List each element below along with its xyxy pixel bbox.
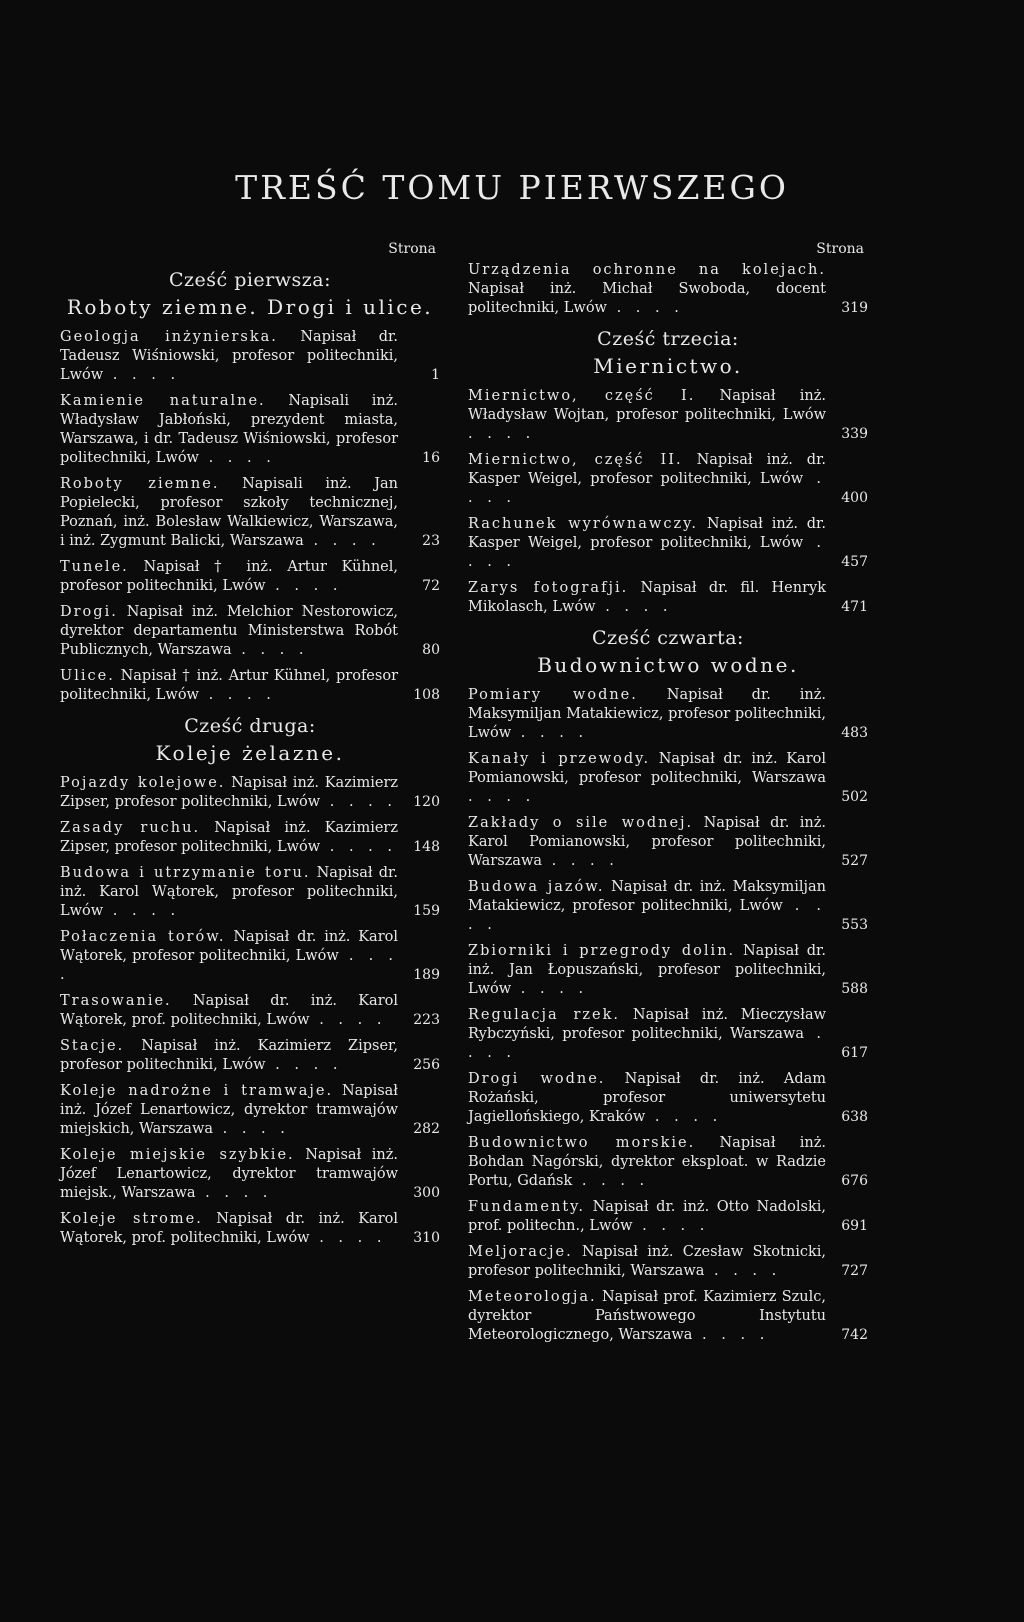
toc-entry-topic: Rachunek wyrównawczy. [468, 516, 698, 532]
toc-entry [468, 1006, 868, 1063]
toc-entry-topic: Połaczenia torów. [60, 929, 226, 945]
toc-entry-topic: Zarys fotografji. [468, 580, 629, 596]
toc-entry-topic: Regulacja rzek. [468, 1007, 621, 1023]
toc-entry [60, 774, 440, 812]
toc-entry-topic: Tunele. [60, 559, 129, 575]
toc-entry-author: Napisał inż. dr. Kasper Weigel, profesor politechniki, Lwów [468, 516, 827, 551]
toc-entry [60, 392, 440, 468]
toc-entry-page: 553 [841, 917, 868, 933]
toc-entry-page: 16 [422, 450, 440, 466]
toc-entry [468, 814, 868, 871]
toc-entry-author: Napisał inż. Kazimierz Zipser, profesor politechniki, Lwów [60, 820, 398, 855]
toc-entry-text [60, 667, 406, 705]
toc-entry [60, 1146, 440, 1203]
toc-entry-topic: Pomiary wodne. [468, 687, 638, 703]
toc-entry-author: Napisał † inż. Artur Kühnel, profesor politechniki, Lwów [60, 559, 398, 594]
toc-entry-text [60, 1146, 406, 1203]
toc-entry-topic: Ulice. [60, 668, 115, 684]
toc-entry-author: Napisali inż. Władysław Jabłoński, prezydent miasta, Warszawa, i dr. Tadeusz Wiśniowski, profesor politechniki, Lwów [60, 393, 398, 466]
toc-entry-topic: Roboty ziemne. [60, 476, 220, 492]
toc-entry [468, 750, 868, 807]
toc-entry [60, 864, 440, 921]
toc-entry-page: 483 [841, 725, 868, 741]
toc-entry [60, 992, 440, 1030]
toc-entry [60, 328, 440, 385]
toc-entry [60, 475, 440, 551]
toc-entry-page: 1 [431, 367, 440, 383]
toc-entry-topic: Budowa i utrzymanie toru. [60, 865, 311, 881]
part-title: Cześć druga: [184, 715, 316, 737]
leader-dots: . . . . [645, 1109, 723, 1125]
leader-dots: . . . . [468, 426, 536, 442]
toc-entry-author: Napisał dr. inż. Maksymiljan Matakiewicz, profesor politechniki, Lwów [468, 687, 827, 741]
leader-dots: . . . . [198, 450, 276, 466]
leader-dots: . . . . [309, 1012, 387, 1028]
toc-entry-page: 727 [841, 1263, 868, 1279]
leader-dots: . . . . [511, 981, 589, 997]
toc-entry-page: 108 [413, 687, 440, 703]
toc-entry-author: Napisał dr. fil. Henryk Mikolasch, Lwów [468, 580, 827, 615]
toc-entry [468, 515, 868, 572]
toc-entry-text [60, 1210, 406, 1248]
part-name: Miernictwo. [593, 354, 743, 378]
toc-entry-page: 638 [841, 1109, 868, 1125]
leader-dots: . . . . [198, 687, 276, 703]
toc-entry-author: Napisał dr. inż. Karol Pomianowski, profesor politechniki, Warszawa [468, 751, 826, 786]
toc-entry-page: 339 [841, 426, 868, 442]
toc-entry-page: 676 [841, 1173, 868, 1189]
toc-entry-page: 319 [841, 300, 868, 316]
toc-entry-text [468, 1070, 834, 1127]
toc-entry [60, 819, 440, 857]
toc-entry [468, 686, 868, 743]
toc-entry-author: Napisał dr. inż. Otto Nadolski, prof. politechn., Lwów [468, 1199, 826, 1234]
toc-entry-topic: Koleje nadrożne i tramwaje. [60, 1083, 334, 1099]
toc-entry-author: Napisał inż. Melchior Nestorowicz, dyrektor departamentu Ministerstwa Robót Publicznych, Warszawa [60, 604, 398, 658]
toc-entry-topic: Koleje strome. [60, 1211, 203, 1227]
toc-entry-page: 300 [413, 1185, 440, 1201]
toc-entry-topic: Drogi wodne. [468, 1071, 606, 1087]
toc-entry [60, 1210, 440, 1248]
toc-entry-page: 256 [413, 1057, 440, 1073]
leader-dots: . . . . [103, 367, 181, 383]
toc-entry-author: Napisał dr. inż. Karol Pomianowski, profesor politechniki, Warszawa [468, 815, 826, 869]
toc-entry-text [60, 992, 406, 1030]
toc-entry-topic: Trasowanie. [60, 993, 172, 1009]
toc-entry-page: 471 [841, 599, 868, 615]
toc-entry-page: 189 [413, 967, 440, 983]
toc-entry-text [60, 1037, 406, 1075]
leader-dots: . . . . [231, 642, 309, 658]
toc-entry-text [468, 750, 834, 807]
leader-dots: . . . . [468, 898, 827, 933]
leader-dots: . . . . [309, 1230, 387, 1246]
toc-entry [468, 1288, 868, 1345]
toc-entry-page: 80 [422, 642, 440, 658]
toc-entry-author: Napisał inż. Józef Lenartowicz, dyrektor tramwajów miejsk., Warszawa [60, 1147, 398, 1201]
part-heading [468, 629, 868, 678]
toc-entry-author: Napisali inż. Jan Popielecki, profesor szkoły technicznej, Poznań, inż. Bolesław Walkiewicz, Warszawa, i inż. Zygmunt Balicki, Warszawa [60, 476, 398, 549]
toc-entry-page: 588 [841, 981, 868, 997]
toc-entry-author: Napisał dr. inż. Maksymiljan Matakiewicz, profesor politechniki, Lwów [468, 879, 826, 914]
toc-entry-text [60, 864, 406, 921]
toc-entry-text [60, 328, 406, 385]
toc-entry-text [468, 942, 834, 999]
toc-entry-author: Napisał inż. Bohdan Nagórski, dyrektor eksploat. w Radzie Portu, Gdańsk [468, 1135, 827, 1189]
toc-entry-text [60, 819, 406, 857]
toc-entry-page: 502 [841, 789, 868, 805]
toc-entry-topic: Fundamenty. [468, 1199, 586, 1215]
toc-entry-topic: Geologja inżynierska. [60, 329, 278, 345]
toc-entry-text [468, 878, 834, 935]
part-title: Cześć czwarta: [592, 627, 744, 649]
toc-entry-topic: Budownictwo morskie. [468, 1135, 696, 1151]
toc-entry-text [468, 814, 834, 871]
toc-entry-page: 120 [413, 794, 440, 810]
toc-entry-topic: Meljoracje. [468, 1244, 573, 1260]
toc-entry [60, 1037, 440, 1075]
toc-entry-topic: Kanały i przewody. [468, 751, 651, 767]
page-column-header: Strona [388, 241, 436, 257]
leader-dots: . . . . [468, 535, 826, 570]
part-heading [60, 271, 440, 320]
toc-entry-author: Napisał inż. dr. Kasper Weigel, profesor politechniki, Lwów [468, 452, 827, 487]
toc-entry [60, 1082, 440, 1139]
toc-entry-author: Napisał inż. Czesław Skotnicki, profesor politechniki, Warszawa [468, 1244, 826, 1279]
toc-entry-author: Napisał dr. inż. Karol Wątorek, profesor politechniki, Lwów [60, 865, 398, 919]
toc-entry-page: 159 [413, 903, 440, 919]
leader-dots: . . . . [511, 725, 589, 741]
toc-entry [468, 1198, 868, 1236]
toc-entry [60, 667, 440, 705]
part-heading [60, 717, 440, 766]
part-title: Cześć trzecia: [597, 328, 739, 350]
toc-entry-topic: Urządzenia ochronne na kolejach. [468, 262, 826, 278]
leader-dots: . . . . [320, 839, 398, 855]
part-title: Cześć pierwsza: [168, 269, 332, 291]
toc-entry-text [60, 558, 406, 596]
page-column-header: Strona [816, 241, 864, 257]
toc-entry-topic: Zasady ruchu. [60, 820, 201, 836]
toc-entry-topic: Stacje. [60, 1038, 125, 1054]
toc-entry [468, 451, 868, 508]
toc-entry-topic: Miernictwo, część II. [468, 452, 683, 468]
leader-dots: . . . . [265, 578, 343, 594]
toc-entry-page: 617 [841, 1045, 868, 1061]
toc-entry-author: Napisał inż. Kazimierz Zipser, profesor politechniki, Lwów [60, 775, 399, 810]
toc-entry-page: 148 [413, 839, 440, 855]
toc-entry-topic: Miernictwo, część I. [468, 388, 696, 404]
toc-entry-text [468, 1134, 834, 1191]
toc-entry-text [60, 928, 406, 985]
toc-entry [468, 579, 868, 617]
toc-entry-author: Napisał inż. Michał Swoboda, docent politechniki, Lwów [468, 281, 826, 316]
toc-entry [60, 928, 440, 985]
toc-entry-page: 400 [841, 490, 868, 506]
toc-entry-page: 457 [841, 554, 868, 570]
leader-dots: . . . . [320, 794, 398, 810]
toc-entry-author: Napisał dr. inż. Karol Wątorek, prof. politechniki, Lwów [60, 1211, 398, 1246]
toc-entry-author: Napisał dr. Tadeusz Wiśniowski, profesor politechniki, Lwów [60, 329, 398, 383]
toc-column-left [60, 240, 440, 1255]
toc-entry-author: Napisał inż. Mieczysław Rybczyński, profesor politechniki, Warszawa [468, 1007, 827, 1042]
toc-entry-text [60, 392, 406, 468]
toc-entry-text [468, 1006, 834, 1063]
toc-entry-topic: Pojazdy kolejowe. [60, 775, 226, 791]
part-heading [468, 330, 868, 379]
toc-entry-text [60, 475, 406, 551]
toc-entry-page: 742 [841, 1327, 868, 1343]
part-name: Roboty ziemne. Drogi i ulice. [66, 295, 434, 319]
toc-entry-topic: Koleje miejskie szybkie. [60, 1147, 295, 1163]
toc-entry [468, 261, 868, 318]
toc-entry-text [468, 515, 834, 572]
leader-dots: . . . . [468, 789, 536, 805]
toc-entry-text [60, 774, 406, 812]
toc-entry-text [468, 579, 834, 617]
page-title: TREŚĆ TOMU PIERWSZEGO [235, 168, 789, 207]
leader-dots: . . . . [303, 533, 381, 549]
toc-entry-author: Napisał dr. inż. Karol Wątorek, prof. politechniki, Lwów [60, 993, 398, 1028]
toc-entry-topic: Zakłady o sile wodnej. [468, 815, 694, 831]
toc-entry-page: 282 [413, 1121, 440, 1137]
toc-entry [468, 1134, 868, 1191]
part-name: Budownictwo wodne. [537, 653, 799, 677]
leader-dots: . . . . [213, 1121, 290, 1137]
leader-dots: . . . . [692, 1327, 770, 1343]
toc-entry-text [468, 451, 834, 508]
leader-dots: . . . . [595, 599, 673, 615]
toc-entry [468, 878, 868, 935]
leader-dots: . . . . [632, 1218, 710, 1234]
toc-entry-author: Napisał inż. Józef Lenartowicz, dyrektor tramwajów miejskich, Warszawa [60, 1083, 398, 1137]
toc-entry-topic: Meteorologja. [468, 1289, 597, 1305]
part-name: Koleje żelazne. [155, 741, 345, 765]
toc-entry-topic: Kamienie naturalne. [60, 393, 266, 409]
toc-entry-author: Napisał dr. inż. Karol Wątorek, profesor politechniki, Lwów [60, 929, 398, 964]
toc-entry-page: 72 [422, 578, 440, 594]
leader-dots: . . . . [265, 1057, 343, 1073]
toc-entry-text [468, 686, 834, 743]
toc-entry-author: Napisał dr. inż. Adam Rożański, profesor uniwersytetu Jagiellońskiego, Kraków [468, 1071, 827, 1125]
toc-entry-page: 223 [413, 1012, 440, 1028]
toc-column-right [468, 240, 868, 1352]
leader-dots: . . . . [468, 1026, 827, 1061]
toc-entry [468, 1070, 868, 1127]
toc-entry [468, 1243, 868, 1281]
toc-entry [60, 603, 440, 660]
toc-entry-text [468, 261, 834, 318]
toc-entry-author: Napisał inż. Kazimierz Zipser, profesor politechniki, Lwów [60, 1038, 398, 1073]
toc-entry-author: Napisał dr. inż. Jan Łopuszański, profesor politechniki, Lwów [468, 943, 826, 997]
toc-entry-page: 527 [841, 853, 868, 869]
toc-entry-text [60, 1082, 406, 1139]
leader-dots: . . . . [103, 903, 181, 919]
toc-entry-author: Napisał inż. Władysław Wojtan, profesor politechniki, Lwów [468, 388, 826, 423]
toc-entry [60, 558, 440, 596]
toc-entry-topic: Budowa jazów. [468, 879, 605, 895]
toc-entry-text [60, 603, 406, 660]
leader-dots: . . . . [572, 1173, 650, 1189]
toc-entry-topic: Drogi. [60, 604, 118, 620]
leader-dots: . . . . [606, 300, 684, 316]
toc-entry-author: Napisał prof. Kazimierz Szulc, dyrektor Państwowego Instytutu Meteorologicznego, Warszawa [468, 1289, 827, 1343]
leader-dots: . . . . [60, 948, 398, 983]
toc-entry-author: Napisał † inż. Artur Kühnel, profesor politechniki, Lwów [60, 668, 398, 703]
toc-entry [468, 387, 868, 444]
toc-entry [468, 942, 868, 999]
leader-dots: . . . . [542, 853, 619, 869]
toc-entry-text [468, 387, 834, 444]
toc-entry-text [468, 1198, 834, 1236]
leader-dots: . . . . [704, 1263, 782, 1279]
leader-dots: . . . . [195, 1185, 273, 1201]
toc-entry-text [468, 1288, 834, 1345]
toc-entry-topic: Zbiorniki i przegrody dolin. [468, 943, 736, 959]
toc-entry-text [468, 1243, 834, 1281]
toc-entry-page: 691 [841, 1218, 868, 1234]
toc-entry-page: 310 [413, 1230, 440, 1246]
leader-dots: . . . . [468, 471, 826, 506]
toc-entry-page: 23 [422, 533, 440, 549]
